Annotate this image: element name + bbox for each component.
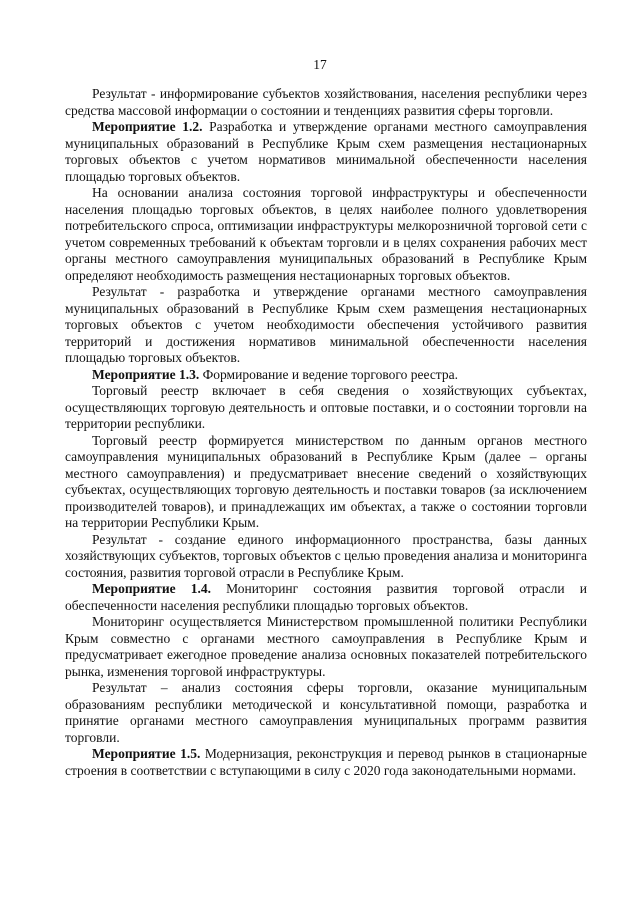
paragraph-monitoring: [65, 614, 587, 680]
measure-heading: Мероприятие 1.5.: [92, 746, 201, 761]
paragraph-measure-1-2: [65, 119, 587, 185]
paragraph-measure-1-5: [65, 746, 587, 779]
paragraph-text: Результат - разработка и утверждение органами местного самоуправления муниципальных образований в Республике Крым схем размещения нестационарных торговых объектов с учетом необходимости обеспечения устойчивого развития территорий и достижения нормативов минимальной обеспеченности населения площадью торговых объектов.: [65, 284, 587, 365]
paragraph-text: Торговый реестр включает в себя сведения о хозяйствующих субъектах, осуществляющих торговую деятельность и оптовые поставки, и о состоянии торговли на территории республики.: [65, 383, 587, 431]
paragraph-text: Мониторинг состояния развития торговой отрасли и обеспеченности населения республики площадью торговых объектов.: [65, 581, 587, 613]
measure-heading: Мероприятие 1.2.: [92, 119, 203, 134]
paragraph-text: Модернизация, реконструкция и перевод рынков в стационарные строения в соответствии с вступающими в силу с 2020 года законодательными нормами.: [65, 746, 587, 778]
paragraph-text: Торговый реестр формируется министерством по данным органов местного самоуправления муниципальных образований в Республике Крым (далее – органы местного самоуправления) и предусматривает внесение сведений о хозяйствующих субъектах, осуществляющих торговую деятельность и поставки товаров (за исключением производителей товаров), и принадлежащих им объектах, а также о состоянии торговли на территории Республики Крым.: [65, 432, 587, 530]
paragraph-result-analysis: [65, 680, 587, 746]
paragraph-registry-contents: [65, 383, 587, 433]
paragraph-text: Результат – анализ состояния сферы торговли, оказание муниципальным образованиям республики методической и консультативной помощи, разработка и принятие органами местного самоуправления муниципальных программ развития торговли.: [65, 680, 587, 745]
paragraph-text: Результат - информирование субъектов хозяйствования, населения республики через средства массовой информации о состоянии и тенденциях развития сферы торговли.: [65, 86, 587, 118]
paragraph-measure-1-4: [65, 581, 587, 614]
document-body: [65, 86, 587, 779]
paragraph-infrastructure-analysis: [65, 185, 587, 284]
paragraph-registry-formation: [65, 433, 587, 532]
measure-heading: Мероприятие 1.3.: [92, 366, 200, 382]
paragraph-measure-1-3: [65, 367, 587, 384]
paragraph-text: Формирование и ведение торгового реестра.: [199, 366, 458, 382]
paragraph-result-schemes: [65, 284, 587, 367]
paragraph-text: Разработка и утверждение органами местного самоуправления муниципальных образований в Республике Крым схем размещения нестационарных торговых объектов с учетом нормативов минимальной обеспеченности населения площадью торговых объектов.: [65, 119, 587, 184]
paragraph-text: Результат - создание единого информационного пространства, базы данных хозяйствующих субъектов, торговых объектов с целью проведения анализа и мониторинга состояния, развития торговой отрасли в Республике Крым.: [65, 531, 587, 580]
paragraph-text: На основании анализа состояния торговой инфраструктуры и обеспеченности населения площадью торговых объектов, в целях наиболее полного удовлетворения потребительского спроса, оптимизации инфраструктуры мелкорозничной торговой сети с учетом современных требований к объектам торговли и в целях сохранения рабочих мест органы местного самоуправления муниципальных образований в Республике Крым определяют необходимость размещения нестационарных торговых объектов.: [65, 185, 587, 283]
paragraph-text: Мониторинг осуществляется Министерством промышленной политики Республики Крым совместно с органами местного самоуправления в Республике Крым и предусматривает ежегодное проведение анализа основных показателей потребительского рынка, изменения торговой инфраструктуры.: [65, 614, 587, 679]
paragraph-result-registry: [65, 532, 587, 582]
measure-heading: Мероприятие 1.4.: [92, 581, 211, 596]
page-number: 17: [313, 57, 327, 72]
paragraph-result-informing: [65, 86, 587, 119]
